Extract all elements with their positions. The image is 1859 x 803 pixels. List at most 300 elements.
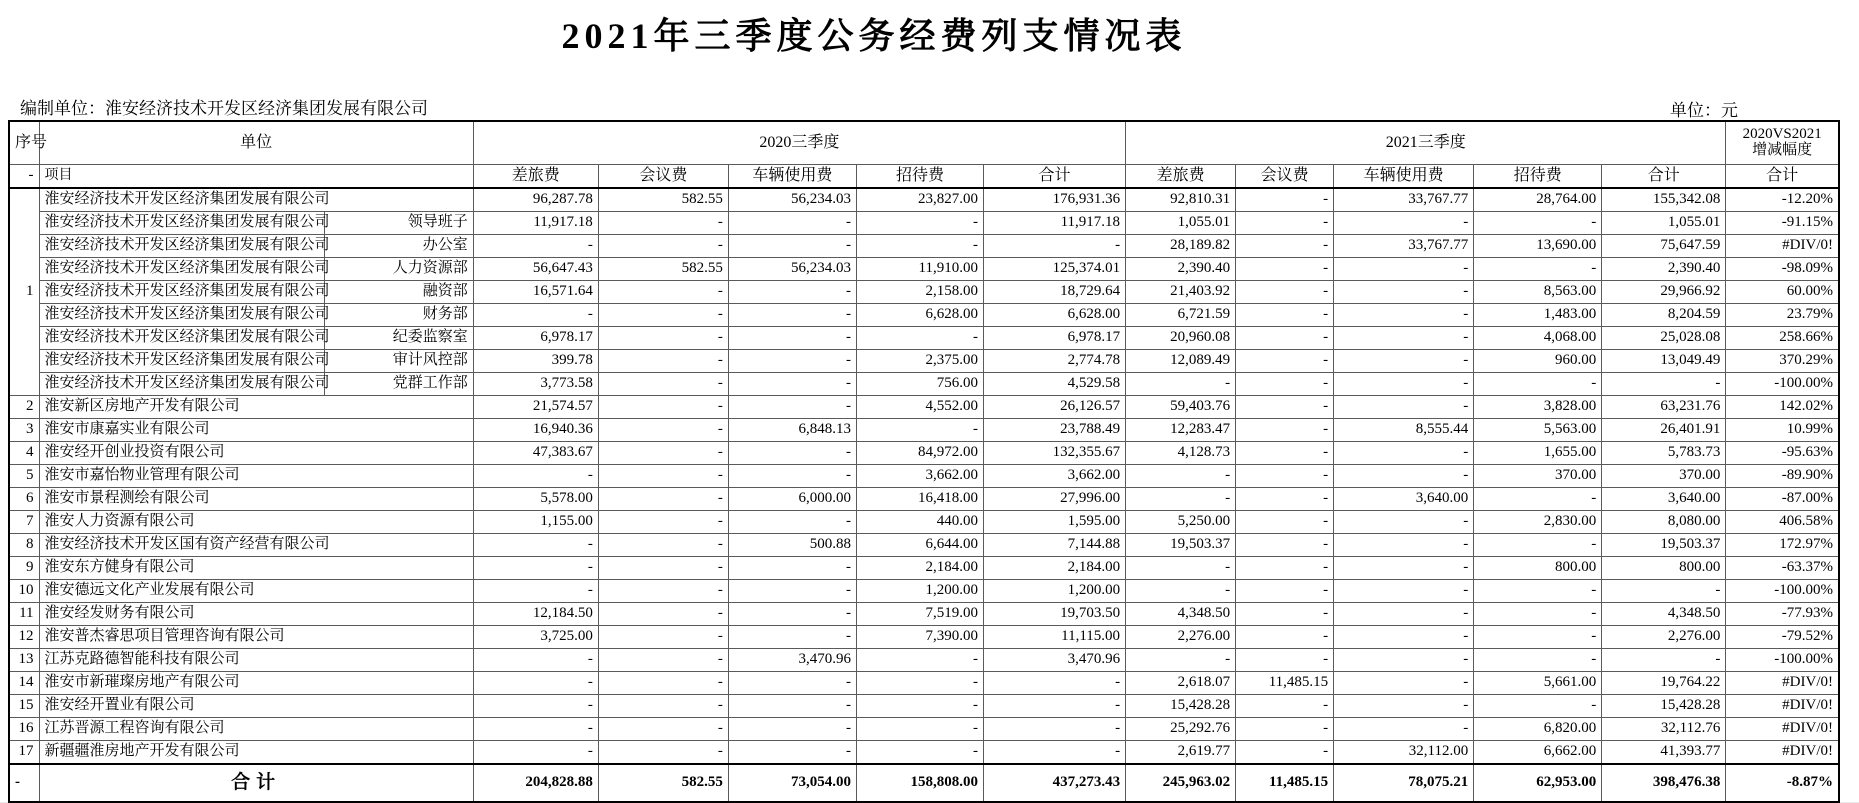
cell-org: 淮安普杰睿思项目管理咨询有限公司 [39,626,473,649]
cell-2020-meeting: - [598,695,728,718]
cell-seq: 15 [9,695,39,718]
cell-2020-vehicle: - [728,741,856,765]
cell-2021-total: 1,055.01 [1602,212,1726,235]
cell-2020-meeting: - [598,419,728,442]
cell-2021-total: 19,503.37 [1602,534,1726,557]
cell-2020-meeting: - [598,235,728,258]
cell-2021-meeting: - [1236,626,1334,649]
header-seq: 序号 [9,121,39,165]
table-row [9,672,1839,695]
cell-seq: 3 [9,419,39,442]
cell-2021-travel: 1,055.01 [1126,212,1236,235]
cell-2020-meeting: - [598,304,728,327]
cell-2021-meeting: - [1236,442,1334,465]
cell-2020-meeting: - [598,718,728,741]
totals-seq-dash: - [9,764,39,802]
cell-2021-meeting: - [1236,373,1334,396]
cell-2021-travel: 28,189.82 [1126,235,1236,258]
subheader-2021-travel: 差旅费 [1126,165,1236,189]
cell-2021-reception: - [1474,626,1602,649]
cell-2020-travel: 96,287.78 [473,188,598,212]
cell-2021-vehicle: - [1334,281,1474,304]
cell-org: 淮安经济技术开发区经济集团发展有限公司 [39,235,324,258]
subheader-2020-reception: 招待费 [856,165,983,189]
cell-2021-vehicle: - [1334,672,1474,695]
cell-2021-total: 5,783.73 [1602,442,1726,465]
table-row [9,188,1839,212]
table-header-row [9,121,1839,165]
cell-2020-meeting: - [598,281,728,304]
cell-2020-meeting: - [598,672,728,695]
cell-2020-travel: 56,647.43 [473,258,598,281]
cell-2021-meeting: - [1236,465,1334,488]
cell-2020-vehicle: - [728,235,856,258]
cell-2021-reception: 960.00 [1474,350,1602,373]
table-body [9,121,1839,802]
subheader-seq-dash: - [9,165,39,189]
cell-2021-reception: 2,830.00 [1474,511,1602,534]
cell-2020-travel: 3,725.00 [473,626,598,649]
cell-change: -79.52% [1726,626,1839,649]
cell-seq: 9 [9,557,39,580]
cell-2020-meeting: - [598,511,728,534]
cell-2020-reception: 6,628.00 [856,304,983,327]
cell-2021-total: 19,764.22 [1602,672,1726,695]
page-title: 2021年三季度公务经费列支情况表 [561,16,1187,56]
cell-2020-reception: - [856,235,983,258]
cell-2020-vehicle: - [728,442,856,465]
cell-2021-total: 8,204.59 [1602,304,1726,327]
cell-2020-reception: 2,184.00 [856,557,983,580]
cell-2020-vehicle: - [728,695,856,718]
table-row [9,649,1839,672]
cell-seq: 10 [9,580,39,603]
cell-2021-vehicle: - [1334,465,1474,488]
cell-2021-meeting: - [1236,695,1334,718]
cell-2021-reception: 6,820.00 [1474,718,1602,741]
cell-2021-total: - [1602,373,1726,396]
cell-2021-travel: 59,403.76 [1126,396,1236,419]
cell-2020-total: 176,931.36 [984,188,1126,212]
cell-2021-vehicle: - [1334,350,1474,373]
cell-2021-vehicle: - [1334,327,1474,350]
cell-2021-travel: 2,390.40 [1126,258,1236,281]
cell-change: 258.66% [1726,327,1839,350]
cell-2020-vehicle: - [728,281,856,304]
cell-2021-total: 2,276.00 [1602,626,1726,649]
cell-2021-total: 3,640.00 [1602,488,1726,511]
cell-2020-reception: 11,910.00 [856,258,983,281]
cell-2021-meeting: - [1236,212,1334,235]
cell-2020-vehicle: - [728,212,856,235]
cell-2021-total: 13,049.49 [1602,350,1726,373]
cell-2021-total: 800.00 [1602,557,1726,580]
cell-org: 淮安经开置业有限公司 [39,695,473,718]
cell-2020-vehicle: - [728,511,856,534]
cell-2021-travel: 2,618.07 [1126,672,1236,695]
cell-change: #DIV/0! [1726,741,1839,765]
cell-2020-meeting: 582.55 [598,258,728,281]
cell-2021-vehicle: - [1334,304,1474,327]
cell-2021-meeting: - [1236,304,1334,327]
cell-2020-meeting: - [598,626,728,649]
cell-2021-vehicle: - [1334,718,1474,741]
cell-change: #DIV/0! [1726,672,1839,695]
cell-2020-total: 6,628.00 [984,304,1126,327]
cell-2020-total: 18,729.64 [984,281,1126,304]
cell-2021-travel: 12,089.49 [1126,350,1236,373]
cell-2020-travel: - [473,304,598,327]
table-row [9,350,1839,373]
cell-2021-reception: 6,662.00 [1474,741,1602,765]
cell-2020-vehicle: 56,234.03 [728,258,856,281]
cell-2020-travel: 5,578.00 [473,488,598,511]
cell-2020-total: 23,788.49 [984,419,1126,442]
cell-org: 淮安经济技术开发区经济集团发展有限公司 [39,258,324,281]
cell-dept: 财务部 [324,304,473,327]
subheader-item-label: 项目 [39,165,473,189]
cell-2020-reception: - [856,741,983,765]
totals-2020-meeting: 582.55 [598,764,728,802]
cell-2020-vehicle: - [728,672,856,695]
expense-table [8,120,1840,803]
cell-2021-vehicle: - [1334,212,1474,235]
cell-change: #DIV/0! [1726,718,1839,741]
cell-2020-meeting: - [598,557,728,580]
cell-2020-reception: - [856,327,983,350]
cell-org: 江苏晋源工程咨询有限公司 [39,718,473,741]
cell-2020-travel: - [473,580,598,603]
cell-2020-travel: 1,155.00 [473,511,598,534]
table-row [9,741,1839,765]
cell-2021-vehicle: - [1334,557,1474,580]
cell-2021-travel: - [1126,649,1236,672]
cell-org: 淮安德远文化产业发展有限公司 [39,580,473,603]
cell-2021-reception: - [1474,488,1602,511]
cell-2021-vehicle: - [1334,258,1474,281]
cell-seq: 7 [9,511,39,534]
subheader-2021-meeting: 会议费 [1236,165,1334,189]
cell-2021-travel: - [1126,488,1236,511]
cell-2020-reception: - [856,212,983,235]
cell-2021-reception: - [1474,534,1602,557]
cell-2020-vehicle: - [728,350,856,373]
cell-change: 172.97% [1726,534,1839,557]
cell-seq: 8 [9,534,39,557]
cell-2020-meeting: - [598,649,728,672]
cell-org: 新疆疆淮房地产开发有限公司 [39,741,473,765]
table-row [9,235,1839,258]
cell-2021-travel: 2,276.00 [1126,626,1236,649]
cell-2020-reception: 2,158.00 [856,281,983,304]
cell-2021-reception: 4,068.00 [1474,327,1602,350]
cell-2021-meeting: - [1236,557,1334,580]
cell-2021-meeting: - [1236,511,1334,534]
cell-change: -100.00% [1726,580,1839,603]
cell-2020-travel: 6,978.17 [473,327,598,350]
cell-2020-vehicle: - [728,396,856,419]
cell-2021-reception: - [1474,212,1602,235]
cell-2020-total: 6,978.17 [984,327,1126,350]
cell-2020-travel: 3,773.58 [473,373,598,396]
cell-2020-vehicle: 3,470.96 [728,649,856,672]
cell-org: 淮安经发财务有限公司 [39,603,473,626]
totals-2020-travel: 204,828.88 [473,764,598,802]
cell-2020-meeting: - [598,465,728,488]
totals-2020-total: 437,273.43 [984,764,1126,802]
table-row [9,327,1839,350]
cell-2021-total: 370.00 [1602,465,1726,488]
cell-2021-vehicle: 32,112.00 [1334,741,1474,765]
cell-2021-reception: 28,764.00 [1474,188,1602,212]
cell-change: 370.29% [1726,350,1839,373]
cell-org: 淮安东方健身有限公司 [39,557,473,580]
totals-2021-total: 398,476.38 [1602,764,1726,802]
cell-org: 淮安经济技术开发区经济集团发展有限公司 [39,212,324,235]
cell-2020-total: 27,996.00 [984,488,1126,511]
cell-2020-vehicle: - [728,557,856,580]
cell-2021-reception: 1,483.00 [1474,304,1602,327]
cell-2020-total: 11,115.00 [984,626,1126,649]
cell-2020-total: 132,355.67 [984,442,1126,465]
cell-seq: 2 [9,396,39,419]
cell-2021-total: 63,231.76 [1602,396,1726,419]
cell-2021-reception: - [1474,373,1602,396]
cell-2020-vehicle: - [728,304,856,327]
cell-org: 淮安经济技术开发区经济集团发展有限公司 [39,350,324,373]
cell-2020-travel: - [473,649,598,672]
cell-2021-total: 8,080.00 [1602,511,1726,534]
cell-change: -95.63% [1726,442,1839,465]
cell-2020-travel: 12,184.50 [473,603,598,626]
header-change [1726,121,1839,165]
cell-2020-meeting: 582.55 [598,188,728,212]
cell-2021-total: 29,966.92 [1602,281,1726,304]
cell-2020-meeting: - [598,488,728,511]
cell-change: 406.58% [1726,511,1839,534]
cell-2020-total: - [984,741,1126,765]
cell-2020-travel: 16,571.64 [473,281,598,304]
cell-change: -87.00% [1726,488,1839,511]
cell-2021-meeting: - [1236,235,1334,258]
cell-2020-vehicle: - [728,373,856,396]
cell-2021-meeting: - [1236,718,1334,741]
cell-2021-total: 32,112.76 [1602,718,1726,741]
cell-2021-meeting: - [1236,327,1334,350]
cell-2020-total: - [984,718,1126,741]
cell-2020-travel: 399.78 [473,350,598,373]
table-row [9,580,1839,603]
cell-seq: 16 [9,718,39,741]
cell-2020-meeting: - [598,580,728,603]
cell-2021-travel: 21,403.92 [1126,281,1236,304]
cell-2021-reception: 5,661.00 [1474,672,1602,695]
cell-seq: 13 [9,649,39,672]
subheader-2020-vehicle: 车辆使用费 [728,165,856,189]
cell-2020-travel: 47,383.67 [473,442,598,465]
cell-2021-meeting: - [1236,649,1334,672]
table-subheader-row [9,165,1839,189]
cell-2020-vehicle: 500.88 [728,534,856,557]
cell-change: -12.20% [1726,188,1839,212]
totals-label: 合计 [39,764,473,802]
table-row [9,718,1839,741]
totals-row [9,764,1839,802]
cell-2021-total: 155,342.08 [1602,188,1726,212]
cell-2020-reception: 3,662.00 [856,465,983,488]
cell-2021-vehicle: - [1334,534,1474,557]
cell-2021-total: 26,401.91 [1602,419,1726,442]
cell-2020-meeting: - [598,396,728,419]
totals-change: -8.87% [1726,764,1839,802]
table-row [9,212,1839,235]
cell-dept: 人力资源部 [324,258,473,281]
subheader-2020-travel: 差旅费 [473,165,598,189]
header-change-line1: 2020VS2021 [1742,126,1822,143]
cell-2021-total: 15,428.28 [1602,695,1726,718]
cell-2020-total: 2,774.78 [984,350,1126,373]
cell-2021-vehicle: - [1334,511,1474,534]
cell-2021-meeting: - [1236,419,1334,442]
cell-dept: 领导班子 [324,212,473,235]
cell-2020-reception: 440.00 [856,511,983,534]
cell-2021-vehicle: - [1334,580,1474,603]
table-row [9,442,1839,465]
cell-2021-vehicle: - [1334,649,1474,672]
cell-org: 淮安市嘉怡物业管理有限公司 [39,465,473,488]
subheader-2021-reception: 招待费 [1474,165,1602,189]
totals-2020-vehicle: 73,054.00 [728,764,856,802]
cell-2020-travel: - [473,534,598,557]
cell-2021-meeting: - [1236,741,1334,765]
cell-2021-reception: - [1474,649,1602,672]
cell-2021-total: 75,647.59 [1602,235,1726,258]
subheader-change-total: 合计 [1726,165,1839,189]
cell-2020-vehicle: - [728,603,856,626]
subheader-2021-vehicle: 车辆使用费 [1334,165,1474,189]
cell-2021-vehicle: 33,767.77 [1334,188,1474,212]
prepared-by-label: 编制单位：淮安经济技术开发区经济集团发展有限公司 [20,99,428,118]
cell-dept: 融资部 [324,281,473,304]
cell-org: 江苏克路德智能科技有限公司 [39,649,473,672]
table-row [9,626,1839,649]
cell-2020-meeting: - [598,212,728,235]
cell-2021-vehicle: - [1334,695,1474,718]
cell-2020-reception: 756.00 [856,373,983,396]
subheader-2021-total: 合计 [1602,165,1726,189]
cell-2021-travel: 19,503.37 [1126,534,1236,557]
cell-org: 淮安经济技术开发区国有资产经营有限公司 [39,534,473,557]
cell-org: 淮安经济技术开发区经济集团发展有限公司 [39,281,324,304]
cell-2020-reception: - [856,649,983,672]
cell-2021-reception: 3,828.00 [1474,396,1602,419]
cell-dept: 审计风控部 [324,350,473,373]
cell-2021-meeting: - [1236,396,1334,419]
cell-2020-total: 125,374.01 [984,258,1126,281]
cell-2021-travel: 25,292.76 [1126,718,1236,741]
cell-2021-travel: 2,619.77 [1126,741,1236,765]
cell-2020-meeting: - [598,534,728,557]
cell-2021-total: 25,028.08 [1602,327,1726,350]
cell-2020-travel: - [473,465,598,488]
cell-2020-reception: - [856,672,983,695]
cell-2020-total: - [984,695,1126,718]
cell-2021-vehicle: - [1334,442,1474,465]
cell-2021-meeting: - [1236,281,1334,304]
cell-2021-total: 41,393.77 [1602,741,1726,765]
cell-2020-total: 26,126.57 [984,396,1126,419]
table-row [9,373,1839,396]
totals-2021-vehicle: 78,075.21 [1334,764,1474,802]
cell-2020-reception: 84,972.00 [856,442,983,465]
cell-2021-travel: 6,721.59 [1126,304,1236,327]
cell-2021-travel: 20,960.08 [1126,327,1236,350]
cell-org: 淮安人力资源有限公司 [39,511,473,534]
cell-2020-total: 4,529.58 [984,373,1126,396]
cell-2020-meeting: - [598,741,728,765]
cell-org: 淮安市康嘉实业有限公司 [39,419,473,442]
cell-2021-meeting: - [1236,488,1334,511]
cell-2021-travel: - [1126,373,1236,396]
cell-seq: 5 [9,465,39,488]
totals-2021-reception: 62,953.00 [1474,764,1602,802]
header-group-2020: 2020三季度 [473,121,1125,165]
subheader-2020-total: 合计 [984,165,1126,189]
header-change-line2: 增减幅度 [1752,142,1813,158]
cell-2021-travel: 5,250.00 [1126,511,1236,534]
cell-2021-reception: 800.00 [1474,557,1602,580]
table-row [9,511,1839,534]
cell-2021-reception: - [1474,603,1602,626]
cell-org: 淮安经济技术开发区经济集团发展有限公司 [39,327,324,350]
table-row [9,603,1839,626]
table-row [9,534,1839,557]
cell-2020-meeting: - [598,350,728,373]
cell-2021-travel: 4,128.73 [1126,442,1236,465]
cell-2021-meeting: - [1236,350,1334,373]
table-row [9,695,1839,718]
cell-2020-travel: - [473,695,598,718]
table-row [9,488,1839,511]
cell-2021-total: 4,348.50 [1602,603,1726,626]
cell-dept: 办公室 [324,235,473,258]
cell-2021-travel: 12,283.47 [1126,419,1236,442]
cell-2021-reception: 5,563.00 [1474,419,1602,442]
cell-2020-reception: - [856,695,983,718]
cell-2021-travel: - [1126,580,1236,603]
cell-org: 淮安经济技术开发区经济集团发展有限公司 [39,188,473,212]
cell-seq: 4 [9,442,39,465]
cell-2021-travel: 4,348.50 [1126,603,1236,626]
unit-note: 单位：元 [1670,101,1738,120]
cell-2020-meeting: - [598,603,728,626]
cell-2020-reception: - [856,718,983,741]
cell-2020-total: 1,200.00 [984,580,1126,603]
cell-2020-travel: - [473,235,598,258]
cell-2021-travel: - [1126,465,1236,488]
cell-2021-travel: 92,810.31 [1126,188,1236,212]
cell-org: 淮安市新璀璨房地产有限公司 [39,672,473,695]
cell-2021-reception: 8,563.00 [1474,281,1602,304]
cell-2020-travel: 21,574.57 [473,396,598,419]
cell-2021-meeting: - [1236,534,1334,557]
cell-dept: 党群工作部 [324,373,473,396]
cell-2021-total: - [1602,580,1726,603]
table-row [9,396,1839,419]
cell-change: 10.99% [1726,419,1839,442]
table-row [9,281,1839,304]
cell-2020-vehicle: - [728,718,856,741]
